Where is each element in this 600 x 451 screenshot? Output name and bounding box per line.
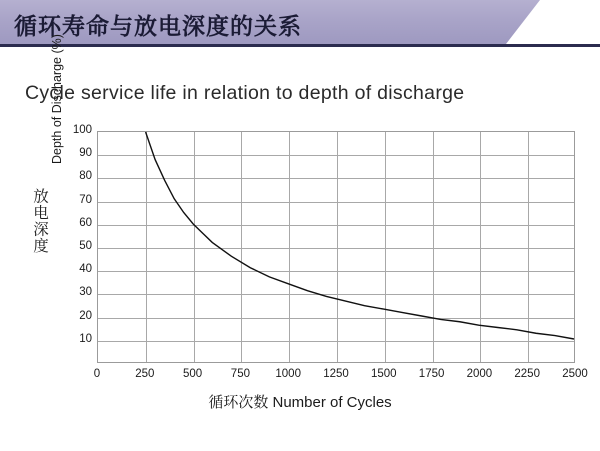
- x-tick-label: 750: [230, 368, 250, 380]
- x-axis-label: 循环次数 Number of Cycles: [208, 394, 392, 411]
- header-banner: [0, 0, 600, 52]
- x-tick-label: 1250: [323, 368, 349, 380]
- y-tick-label: 20: [79, 309, 92, 322]
- x-tick-label: 2500: [562, 368, 588, 380]
- x-tick-label: 500: [183, 368, 203, 380]
- y-tick-label: 70: [79, 193, 92, 206]
- y-axis-label-cn: 放电深度: [31, 188, 48, 254]
- page-title: 循环寿命与放电深度的关系: [14, 13, 302, 39]
- x-tick-label: 0: [93, 368, 101, 380]
- y-tick-label: 90: [79, 147, 92, 160]
- y-tick-label: 40: [79, 263, 92, 276]
- banner-divider: [0, 44, 600, 47]
- x-tick-label: 1000: [275, 368, 301, 380]
- y-tick-label: 60: [79, 216, 92, 229]
- discharge-curve: [98, 132, 574, 362]
- y-tick-label: 100: [72, 124, 92, 136]
- x-tick-label: 1500: [371, 368, 397, 380]
- plot-area: [97, 131, 575, 363]
- x-tick-label: 1750: [418, 368, 445, 380]
- chart-title: Cycle service life in relation to depth of discharge: [25, 82, 465, 104]
- x-tick-label: 2000: [466, 368, 493, 380]
- x-tick-label: 2250: [514, 368, 540, 380]
- y-axis-label-en: Depth of Discharge (%): [50, 34, 64, 164]
- x-tick-label: 250: [135, 368, 155, 380]
- y-tick-label: 80: [79, 170, 92, 183]
- y-tick-label: 50: [79, 240, 92, 252]
- y-tick-label: 10: [79, 332, 92, 345]
- y-tick-label: 30: [79, 286, 92, 299]
